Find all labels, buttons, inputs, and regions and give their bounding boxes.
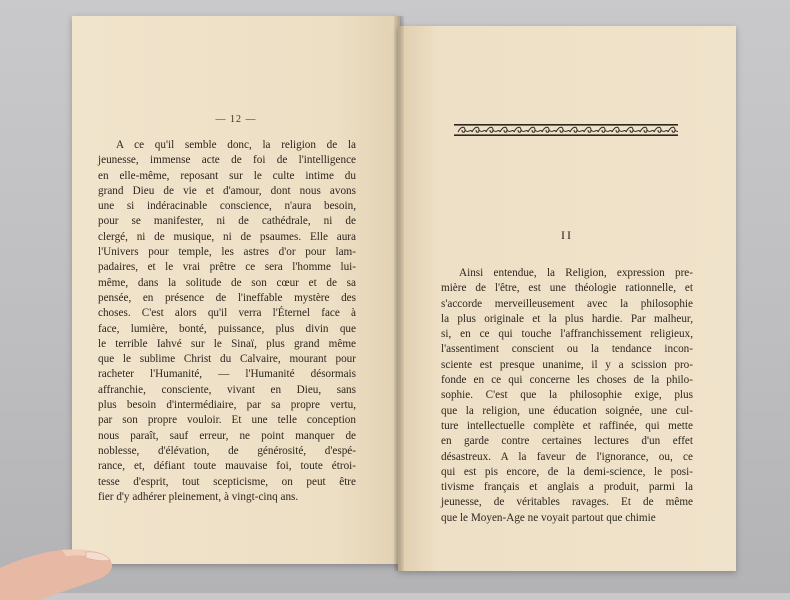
text-line: Ainsi entendue, la Religion, expression pre- [459, 267, 693, 279]
left-page-text [98, 138, 356, 505]
text-line: par son propre vouloir. Et une telle conception [98, 414, 356, 427]
text-line: ture intellectuelle complète et raffinée, qui mette [441, 419, 693, 432]
text-line: sophie. C'est que la philosophie exige, plus [441, 389, 693, 402]
text-line: noblesse, d'élévation, de générosité, d'espé- [98, 444, 356, 457]
text-line: une si indéracinable conscience, n'aura besoin, [98, 200, 356, 213]
text-line: rance, et, défiant toute mauvaise foi, toute étroi- [98, 460, 356, 473]
text-line: clergé, ni de musique, ni de psaumes. Elle aura [98, 230, 356, 243]
text-line: fier d'y adhérer pleinement, à vingt-cinq ans. [98, 490, 299, 503]
text-line: face, lumière, bonté, puissance, plus divin que [98, 322, 356, 335]
text-line: mière de l'être, est une théologie rationnelle, et [441, 282, 693, 295]
text-line: que la religion, une éducation soignée, une cul- [441, 404, 693, 417]
text-line: racheter l'Humanité, — l'Humanité désormais [98, 368, 356, 381]
text-line: l'assentiment conscient ou la tendance incon- [441, 343, 693, 356]
text-line: si, en ce qui touche l'affranchissement religieux, [441, 328, 693, 341]
text-line: s'accorde merveilleusement avec la philosophie [441, 297, 693, 310]
text-line: affranchie, consciente, vivant en Dieu, sans [98, 383, 356, 396]
right-page [398, 26, 736, 571]
left-page [72, 16, 400, 564]
text-line: A ce qu'il semble donc, la religion de la [116, 139, 356, 151]
section-heading: II [561, 228, 573, 242]
text-line: que le Moyen-Age ne voyait partout que chimie [441, 511, 656, 524]
text-line: jeunesse, immense acte de foi de l'intelligence [98, 154, 356, 167]
text-line: grand Dieu de vie et d'amour, dont nous avons [98, 184, 356, 197]
thumb-holding-page [0, 540, 118, 600]
text-line: jeunesse, de véritables ravages. Et de même [441, 496, 693, 509]
text-line: l'Univers pour temple, les astres d'or pour lam- [98, 246, 356, 259]
ornamental-header-band [454, 124, 678, 136]
text-line: désastreux. A la faveur de l'ignorance, ou, ce [441, 450, 693, 463]
text-line: nous paraît, sauf erreur, ne point manquer de [98, 429, 356, 442]
text-line: padaires, et le vrai prêtre ce sera l'homme lui- [98, 261, 356, 274]
text-line: même, dans la solitude de son cœur et de sa [98, 276, 356, 289]
text-line: pour se manifester, ni de cathédrale, ni de [98, 215, 356, 228]
text-line: sciente est presque unanime, il y a scission pro- [441, 358, 693, 371]
text-line: fonde en ce qui concerne les choses de la philo- [441, 374, 693, 387]
text-line: plus besoin d'intermédiaire, par sa propre vertu, [98, 399, 356, 412]
text-line: que le sublime Christ du Calvaire, mourant pour [98, 353, 356, 366]
text-line: qui est pis encore, de la demi-science, le posi- [441, 465, 693, 478]
text-line: pensée, en présence de l'ineffable mystère des [98, 291, 356, 304]
book-gutter [394, 16, 404, 571]
text-line: tesse d'esprit, tout scepticisme, on peut être [98, 475, 356, 488]
text-line: en garde contre certaines lectures d'un effet [441, 435, 693, 448]
text-line: le terrible Iahvé sur le Sinaï, plus grand même [98, 337, 356, 350]
page-number: — 12 — [215, 114, 257, 125]
text-line: choses. C'est alors qu'il verra l'Éternel face à [98, 307, 356, 320]
text-line: tivisme français et anglais a produit, parmi la [441, 481, 693, 494]
text-line: la plus originale et la plus hardie. Par malheur, [441, 312, 693, 325]
right-page-text [441, 266, 693, 526]
text-line: en elle-même, reposant sur le culte intime du [98, 169, 356, 182]
